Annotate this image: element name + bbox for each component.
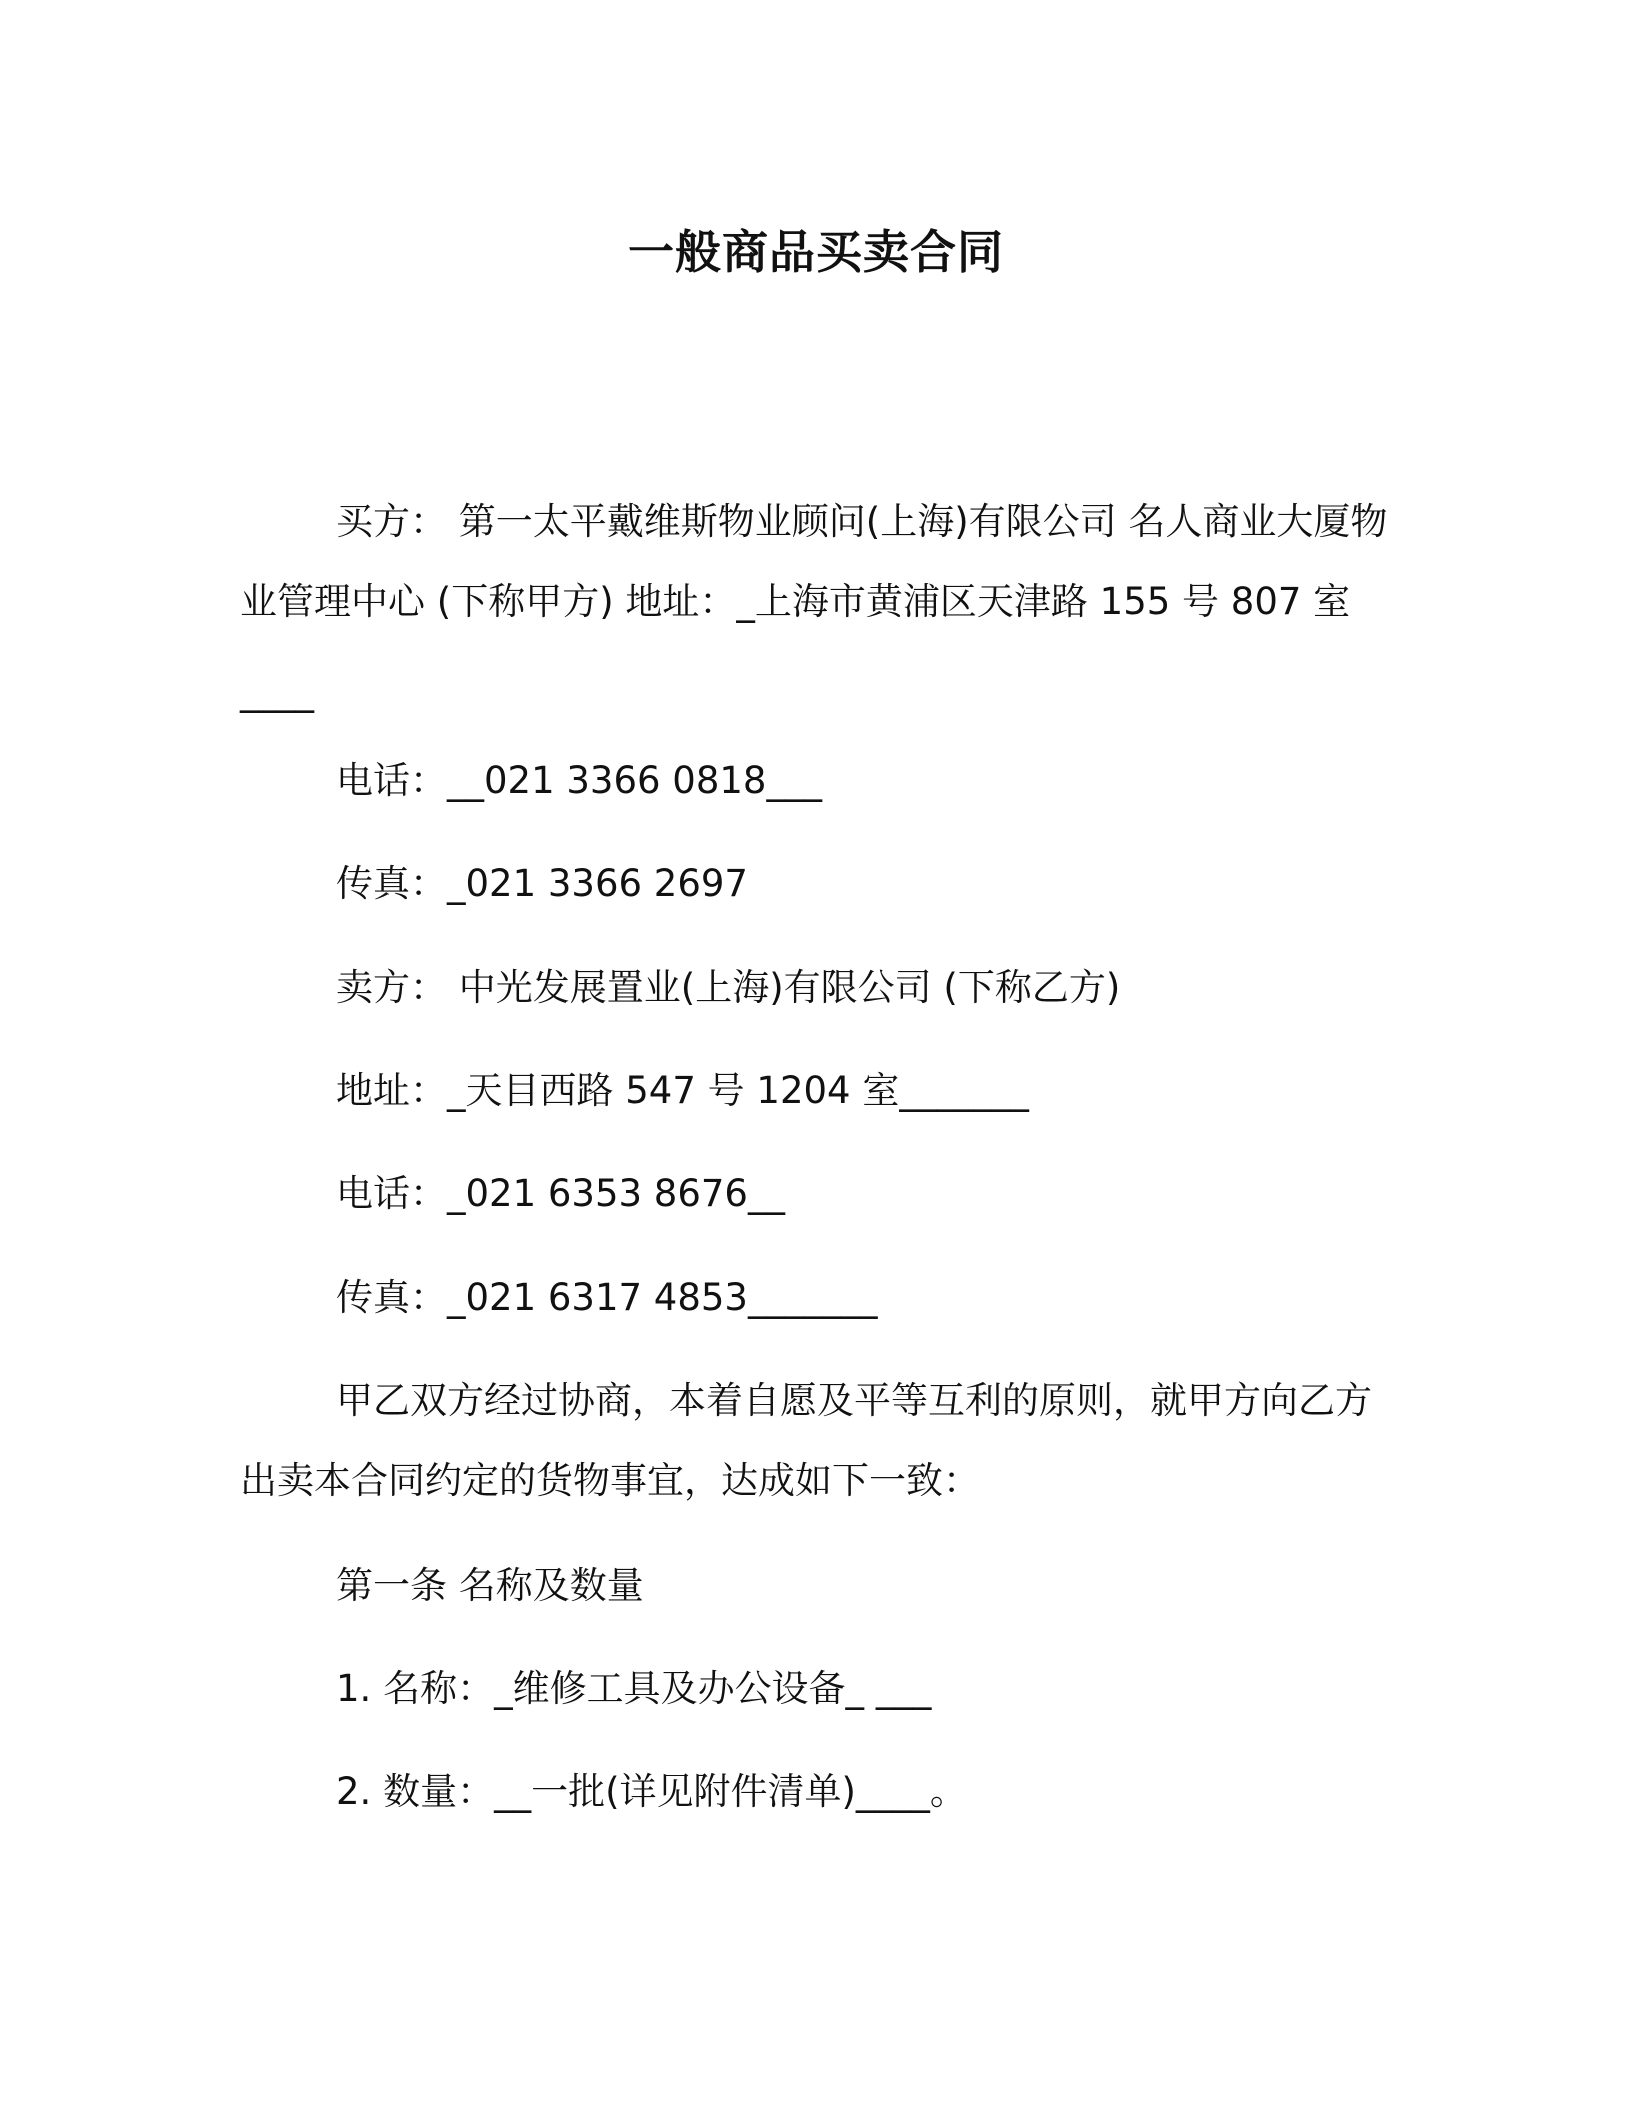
- seller-fax: 传真：_021 6317 4853_______: [336, 1276, 878, 1319]
- article-1-item-quantity: 2. 数量：__一批(详见附件清单)____。: [336, 1770, 967, 1813]
- seller-phone: 电话：_021 6353 8676__: [336, 1172, 785, 1215]
- intro-line-2: 出卖本合同约定的货物事宜，达成如下一致：: [240, 1459, 980, 1502]
- seller-address: 地址：_天目西路 547 号 1204 室_______: [336, 1069, 1029, 1112]
- buyer-line-2: 业管理中心 (下称甲方) 地址：_上海市黄浦区天津路 155 号 807 室: [240, 580, 1351, 623]
- buyer-line-3: ____: [240, 670, 314, 713]
- document-title: 一般商品买卖合同: [628, 225, 1004, 279]
- buyer-phone: 电话：__021 3366 0818___: [336, 759, 822, 802]
- article-1-item-name: 1. 名称：_维修工具及办公设备_ ___: [336, 1667, 932, 1710]
- buyer-line-1: 买方： 第一太平戴维斯物业顾问(上海)有限公司 名人商业大厦物: [336, 500, 1388, 543]
- article-1-heading: 第一条 名称及数量: [336, 1564, 644, 1607]
- seller-name: 卖方： 中光发展置业(上海)有限公司 (下称乙方): [336, 966, 1121, 1009]
- buyer-fax: 传真：_021 3366 2697: [336, 862, 748, 905]
- intro-line-1: 甲乙双方经过协商，本着自愿及平等互利的原则，就甲方向乙方: [336, 1379, 1372, 1422]
